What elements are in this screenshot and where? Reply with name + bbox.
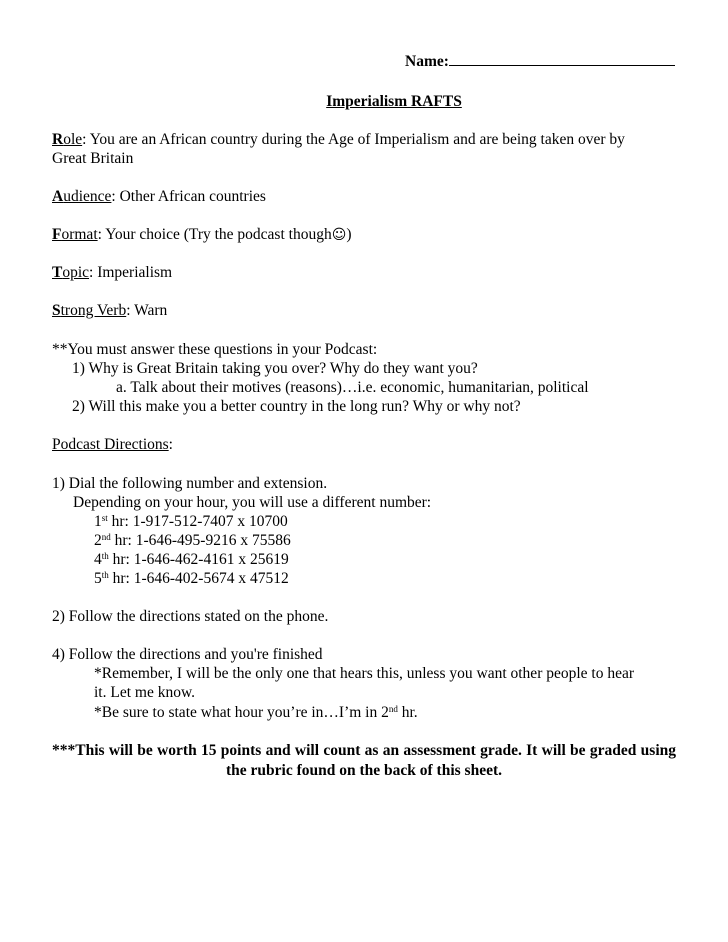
hour-phone: hr: 1-646-495-9216 x 75586 <box>110 532 291 549</box>
format-initial: F <box>52 226 62 243</box>
topic-line <box>52 263 172 282</box>
hour-suffix: th <box>101 570 109 580</box>
step-4: 4) Follow the directions and you're finished <box>52 646 323 663</box>
question-1a: a. Talk about their motives (reasons)…i.e. economic, humanitarian, political <box>116 379 589 396</box>
grading-note: ***This will be worth 15 points and will count as an assessment grade. It will be graded using the rubric found on the back of this sheet. <box>52 742 676 779</box>
format-text: : Your choice (Try the podcast though <box>97 226 332 243</box>
smiley-icon: ☺ <box>331 227 347 243</box>
audience-line <box>52 187 266 206</box>
format-label <box>52 226 98 243</box>
note-state-hour-text: *Be sure to state what hour you’re in…I’m in 2 <box>94 704 389 721</box>
note-remember: *Remember, I will be the only one that hears this, unless you want other people to hear <box>94 665 635 682</box>
hour-row <box>94 512 288 531</box>
directions-heading-text: Podcast Directions <box>52 436 169 453</box>
directions-heading <box>52 435 173 454</box>
hour-row <box>94 569 289 588</box>
topic-label <box>52 264 89 281</box>
strong-verb-label <box>52 302 126 319</box>
question-2: 2) Will this make you a better country in the long run? Why or why not? <box>72 398 521 415</box>
name-label: Name: <box>405 53 449 70</box>
hour-row <box>94 531 291 550</box>
step-2: 2) Follow the directions stated on the phone. <box>52 608 329 625</box>
step-1: 1) Dial the following number and extension. <box>52 475 328 492</box>
role-text: : You are an African country during the Age of Imperialism and are being taken over by <box>82 131 625 148</box>
hour-phone: hr: 1-646-402-5674 x 47512 <box>108 570 289 587</box>
step-1-sub: Depending on your hour, you will use a different number: <box>73 494 432 511</box>
title-text: Imperialism RAFTS <box>326 93 462 110</box>
note-state-hour-end: hr. <box>397 704 418 721</box>
topic-text: : Imperialism <box>89 264 173 281</box>
strong-verb-initial: S <box>52 302 61 319</box>
note-hour-suffix: nd <box>388 704 398 714</box>
role-label <box>52 131 82 148</box>
format-label-rest: ormat <box>61 226 98 243</box>
format-close: ) <box>346 226 352 243</box>
audience-initial: A <box>52 188 64 205</box>
role-label-rest: ole <box>63 131 83 148</box>
hour-suffix: nd <box>101 532 111 542</box>
note-state-hour <box>94 703 418 722</box>
hour-number: 2 <box>94 532 102 549</box>
hour-number: 5 <box>94 570 102 587</box>
note-remember-cont: it. Let me know. <box>94 684 196 701</box>
page-title <box>0 92 728 111</box>
questions-intro: **You must answer these questions in your Podcast: <box>52 341 378 358</box>
name-field <box>405 52 675 71</box>
audience-label <box>52 188 111 205</box>
audience-text: : Other African countries <box>111 188 266 205</box>
topic-initial: T <box>52 264 63 281</box>
hour-suffix: th <box>101 551 109 561</box>
strong-verb-line <box>52 301 167 320</box>
role-line-2: Great Britain <box>52 150 134 167</box>
role-line <box>52 130 625 149</box>
hour-number: 4 <box>94 551 102 568</box>
hour-suffix: st <box>101 513 108 523</box>
hour-row <box>94 550 289 569</box>
directions-colon: : <box>168 436 173 453</box>
question-1: 1) Why is Great Britain taking you over? Why do they want you? <box>72 360 478 377</box>
hour-phone: hr: 1-646-462-4161 x 25619 <box>108 551 289 568</box>
audience-label-rest: udience <box>63 188 112 205</box>
role-initial: R <box>52 131 64 148</box>
name-blank-line <box>449 52 675 66</box>
hour-phone: hr: 1-917-512-7407 x 10700 <box>107 513 288 530</box>
format-line <box>52 225 351 245</box>
topic-label-rest: opic <box>62 264 90 281</box>
strong-verb-label-rest: trong Verb <box>60 302 127 319</box>
hour-number: 1 <box>94 513 102 530</box>
strong-verb-text: : Warn <box>126 302 168 319</box>
